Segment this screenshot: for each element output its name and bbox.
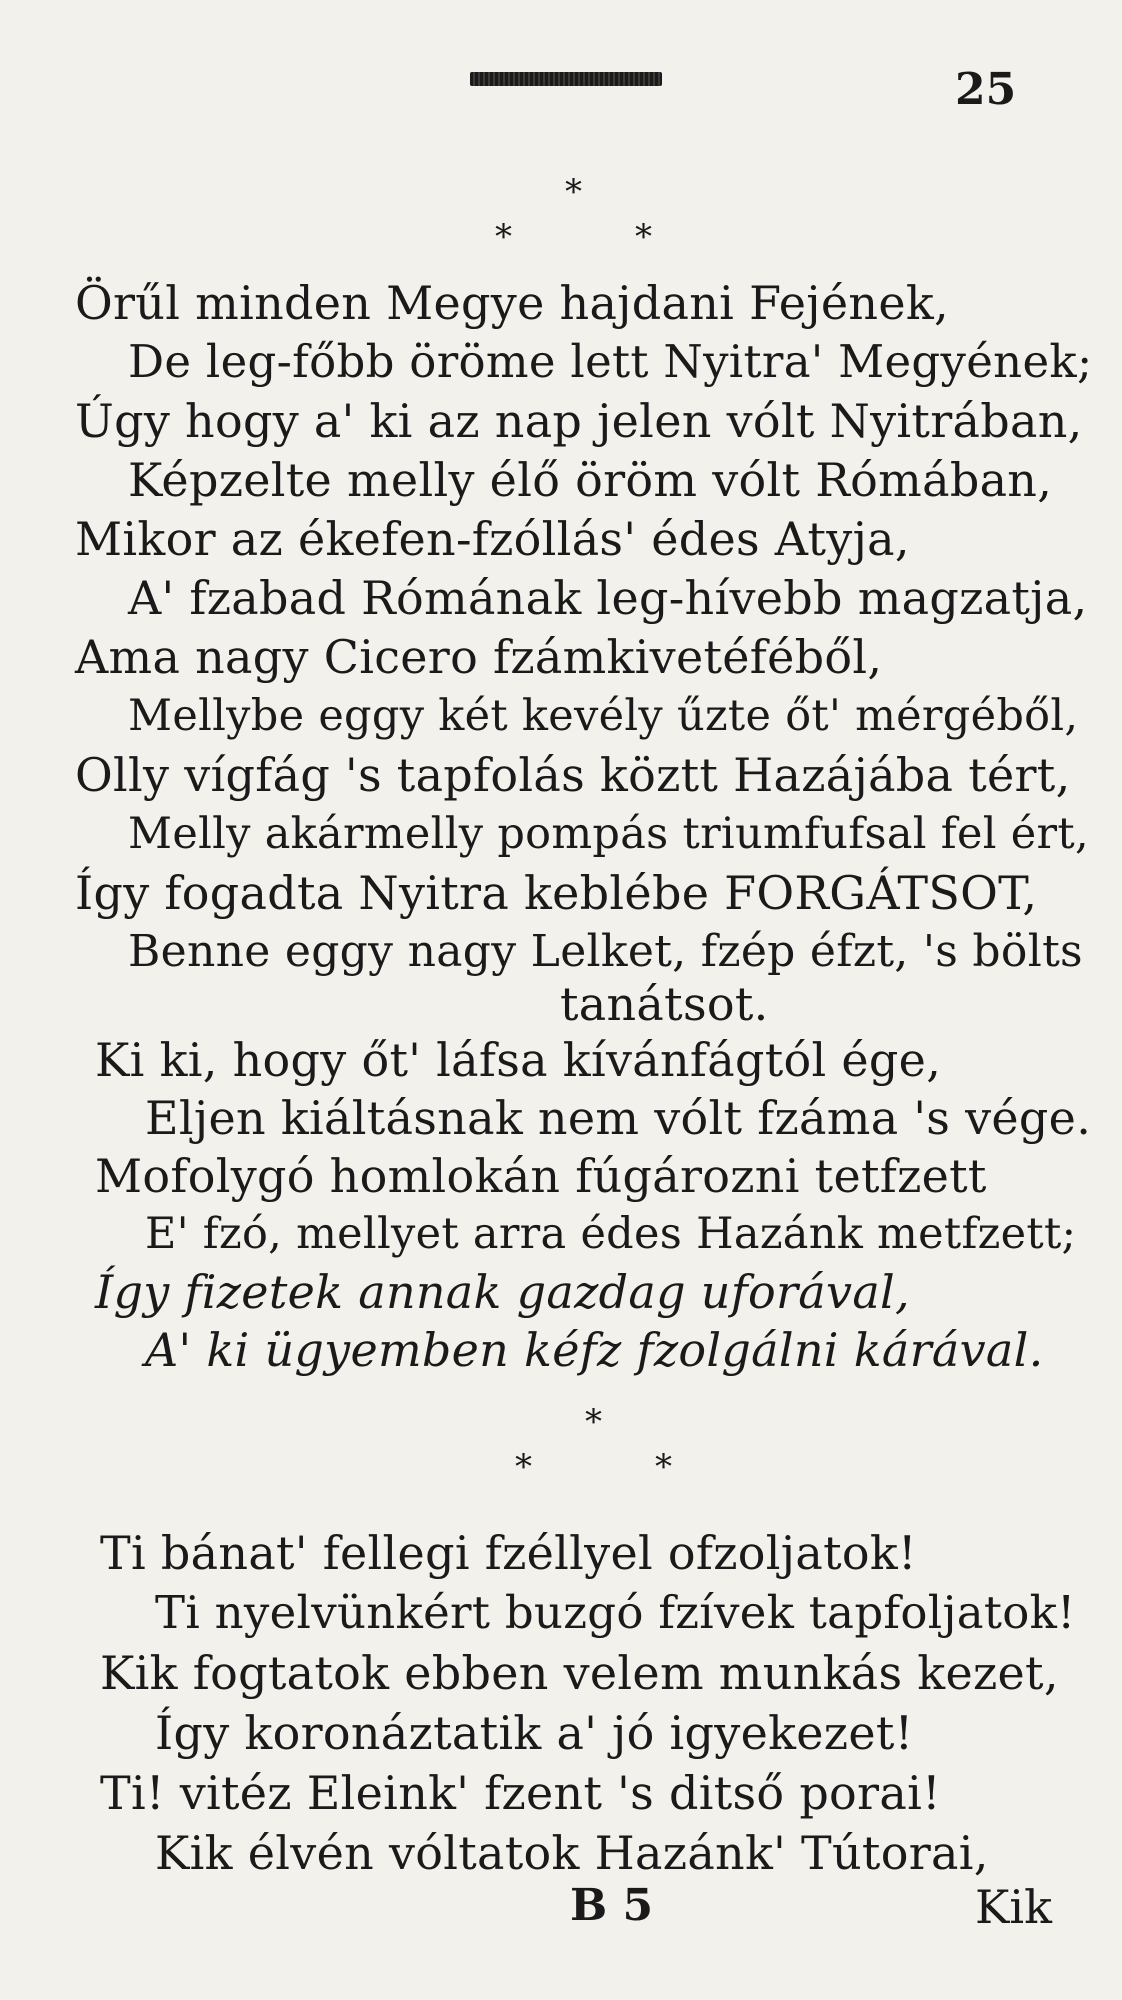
poem-line: Mofolygó homlokán fúgározni tetfzett [95, 1149, 987, 1203]
poem-line: Ti bánat' fellegi fzéllyel ofzoljatok! [100, 1526, 917, 1580]
poem-line: Melly akármelly pompás triumfufsal fel ért, [128, 809, 1089, 859]
poem-line-italic: Így fizetek annak gazdag uforával, [95, 1265, 910, 1319]
poem-line: E' fzó, mellyet arra édes Hazánk metfzett; [145, 1209, 1077, 1259]
poem-line: Eljen kiáltásnak nem vólt fzáma 's vége. [145, 1091, 1092, 1145]
signature-mark: B 5 [570, 1880, 654, 1931]
asterisk-icon: * [585, 1402, 602, 1442]
poem-line: Ki ki, hogy őt' láfsa kívánfágtól ége, [95, 1033, 942, 1087]
poem-line: Így fogadta Nyitra keblébe FORGÁTSOT, [75, 866, 1038, 920]
poem-line: Benne eggy nagy Lelket, fzép éfzt, 's bölts [128, 926, 1083, 977]
asterisk-icon: * [635, 217, 652, 257]
asterisk-icon: * [495, 217, 512, 257]
poem-line-continuation: tanátsot. [560, 977, 769, 1031]
page-number: 25 [955, 64, 1017, 115]
poem-line: Ti nyelvünkért buzgó fzívek tapfoljatok! [155, 1586, 1076, 1639]
poem-line: Ama nagy Cicero fzámkivetéféből, [75, 630, 883, 684]
asterisk-icon: * [515, 1447, 532, 1487]
poem-line: A' fzabad Rómának leg-hívebb magzatja, [128, 571, 1088, 625]
catchword: Kik [975, 1880, 1052, 1934]
asterisk-icon: * [655, 1447, 672, 1487]
header-rule [470, 72, 662, 86]
poem-line: Így koronáztatik a' jó igyekezet! [155, 1706, 914, 1760]
poem-line-italic: A' ki ügyemben kéfz fzolgálni kárával. [145, 1323, 1044, 1377]
poem-line: Örűl minden Megye hajdani Fejének, [75, 276, 949, 330]
poem-line: Mikor az ékefen-fzóllás' édes Atyja, [75, 512, 910, 566]
poem-line: Képzelte melly élő öröm vólt Rómában, [128, 453, 1053, 507]
poem-line: Úgy hogy a' ki az nap jelen vólt Nyitrában, [75, 394, 1083, 448]
poem-line: Kik élvén vóltatok Hazánk' Tútorai, [155, 1826, 989, 1880]
poem-line: Mellybe eggy két kevély űzte őt' mérgéből, [128, 691, 1079, 741]
poem-line: De leg-főbb öröme lett Nyitra' Megyének; [128, 335, 1093, 388]
asterism-ornament-middle [470, 1402, 730, 1525]
poem-line: Kik fogtatok ebben velem munkás kezet, [100, 1646, 1059, 1700]
asterisk-icon: * [565, 172, 582, 212]
poem-line: Olly vígfág 's tapfolás köztt Hazájába tért, [75, 748, 1071, 802]
poem-line: Ti! vitéz Eleink' fzent 's ditső porai! [100, 1766, 941, 1820]
